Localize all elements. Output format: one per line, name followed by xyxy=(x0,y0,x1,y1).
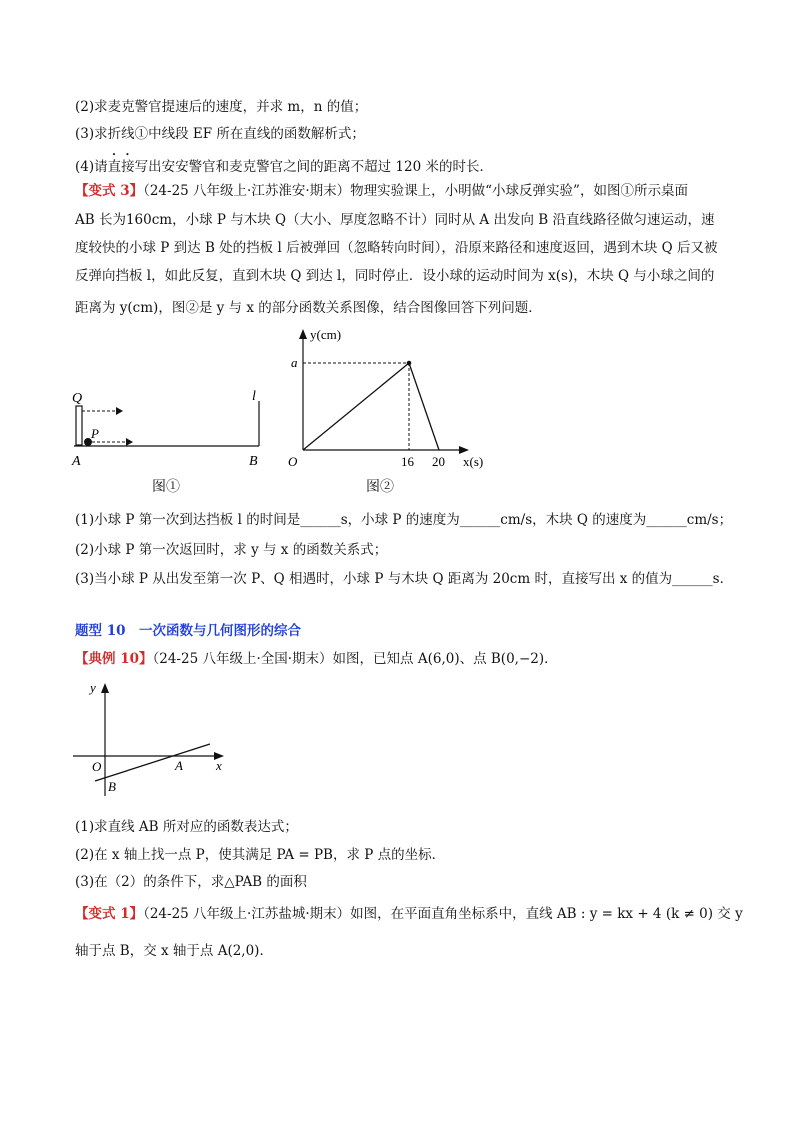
question-2: (2)求麦克警官提速后的速度，并求 m，n 的值； xyxy=(75,99,368,115)
figure-1-caption: 图① xyxy=(152,479,180,495)
variant3-line2: AB 长为160cm，小球 P 与木块 Q（大小、厚度忽略不计）同时从 A 出发向 B 沿直线路径做匀速运动，速 xyxy=(75,212,715,228)
fig1-label-b: B xyxy=(249,454,258,469)
variant3-tag: 【变式 3】 xyxy=(75,183,144,199)
example10-tag: 【典例 10】 xyxy=(75,651,153,667)
ex10-question-1: (1)求直线 AB 所对应的函数表达式； xyxy=(75,819,298,835)
variant3-line5: 距离为 y(cm)，图②是 y 与 x 的部分函数关系图像，结合图像回答下列问题． xyxy=(75,300,542,316)
fig2-label-a: a xyxy=(291,355,298,370)
fig3-line-ab xyxy=(95,744,210,781)
v3-question-3: (3)当小球 P 从出发至第一次 P、Q 相遇时，小球 P 与木块 Q 距离为 20cm 时，直接写出 x 的值为______s． xyxy=(75,571,734,587)
fig2-peak-point xyxy=(407,361,412,366)
v3-question-2: (2)小球 P 第一次返回时，求 y 与 x 的函数关系式； xyxy=(75,542,388,558)
ex10-question-3: (3)在（2）的条件下，求△PAB 的面积 xyxy=(75,874,307,890)
variant3-line3: 度较快的小球 P 到达 B 处的挡板 l 后被弹回（忽略转向时间），沿原来路径和速度返回，遇到木块 Q 后又被 xyxy=(75,240,718,256)
fig3-origin: O xyxy=(92,759,102,774)
ex10-question-2: (2)在 x 轴上找一点 P，使其满足 PA = PB，求 P 点的坐标． xyxy=(75,847,446,863)
question-3: (3)求折线①中线段 EF 所在直线的函数解析式； xyxy=(75,126,365,142)
fig1-label-a: A xyxy=(72,454,81,469)
figure-1 xyxy=(66,385,276,470)
variant3-intro: （24-25 八年级上·江苏淮安·期末）物理实验课上，小明做“小球反弹实验”，如图①所示桌面 xyxy=(143,183,688,199)
fig3-label-a: A xyxy=(175,758,183,773)
fig2-origin: O xyxy=(288,454,298,469)
variant1-line1 xyxy=(75,904,743,924)
fig2-ylabel: y(cm) xyxy=(310,327,342,342)
q4-emphasis: 直接 xyxy=(107,159,135,175)
v3-question-1: (1)小球 P 第一次到达挡板 l 的时间是______s，小球 P 的速度为______cm/s，木块 Q 的速度为______cm/s； xyxy=(75,512,733,528)
p-arrowhead xyxy=(126,438,133,446)
fig2-segment-fall xyxy=(409,363,439,450)
figure-2-caption: 图② xyxy=(366,479,394,495)
q-arrowhead xyxy=(116,407,123,415)
example10-text: （24-25 八年级上·全国·期末）如图，已知点 A(6,0)、点 B(0,−2)． xyxy=(152,651,558,667)
question-4 xyxy=(75,151,493,177)
variant3-line1 xyxy=(75,181,688,201)
example10-line xyxy=(75,649,558,669)
figure-3 xyxy=(70,678,235,800)
fig1-label-l: l xyxy=(252,389,256,404)
fig3-ylabel: y xyxy=(90,680,96,695)
fig2-y-arrow xyxy=(299,329,307,339)
ball-p xyxy=(84,438,92,446)
fig2-x-arrow xyxy=(459,446,469,454)
figure-2 xyxy=(280,325,495,475)
fig3-label-b: B xyxy=(108,779,116,794)
fig2-tick-20: 20 xyxy=(432,454,445,469)
fig3-y-arrow xyxy=(101,683,109,693)
fig2-tick-16: 16 xyxy=(401,454,414,469)
fig1-label-q: Q xyxy=(72,391,83,406)
section-heading: 题型 10 一次函数与几何图形的综合 xyxy=(75,623,301,639)
fig1-label-p: P xyxy=(91,426,99,441)
block-q xyxy=(76,406,82,445)
variant1-tag: 【变式 1】 xyxy=(75,906,144,922)
variant3-line4: 反弹向挡板 l，如此反复，直到木块 Q 到达 l，同时停止．设小球的运动时间为 x(s)，木块 Q 与小球之间的 xyxy=(75,268,715,284)
q4-suffix: 写出安安警官和麦克警官之间的距离不超过 120 米的时长． xyxy=(134,159,493,175)
fig3-xlabel: x xyxy=(216,758,222,773)
fig2-xlabel: x(s) xyxy=(463,454,484,469)
variant1-line2: 轴于点 B，交 x 轴于点 A(2,0)． xyxy=(75,943,273,959)
fig2-segment-rise xyxy=(303,363,409,450)
variant1-intro: （24-25 八年级上·江苏盐城·期末）如图，在平面直角坐标系中，直线 AB : y = kx + 4 (k ≠ 0) 交 y xyxy=(143,906,743,922)
q4-prefix: (4)请 xyxy=(75,159,108,175)
